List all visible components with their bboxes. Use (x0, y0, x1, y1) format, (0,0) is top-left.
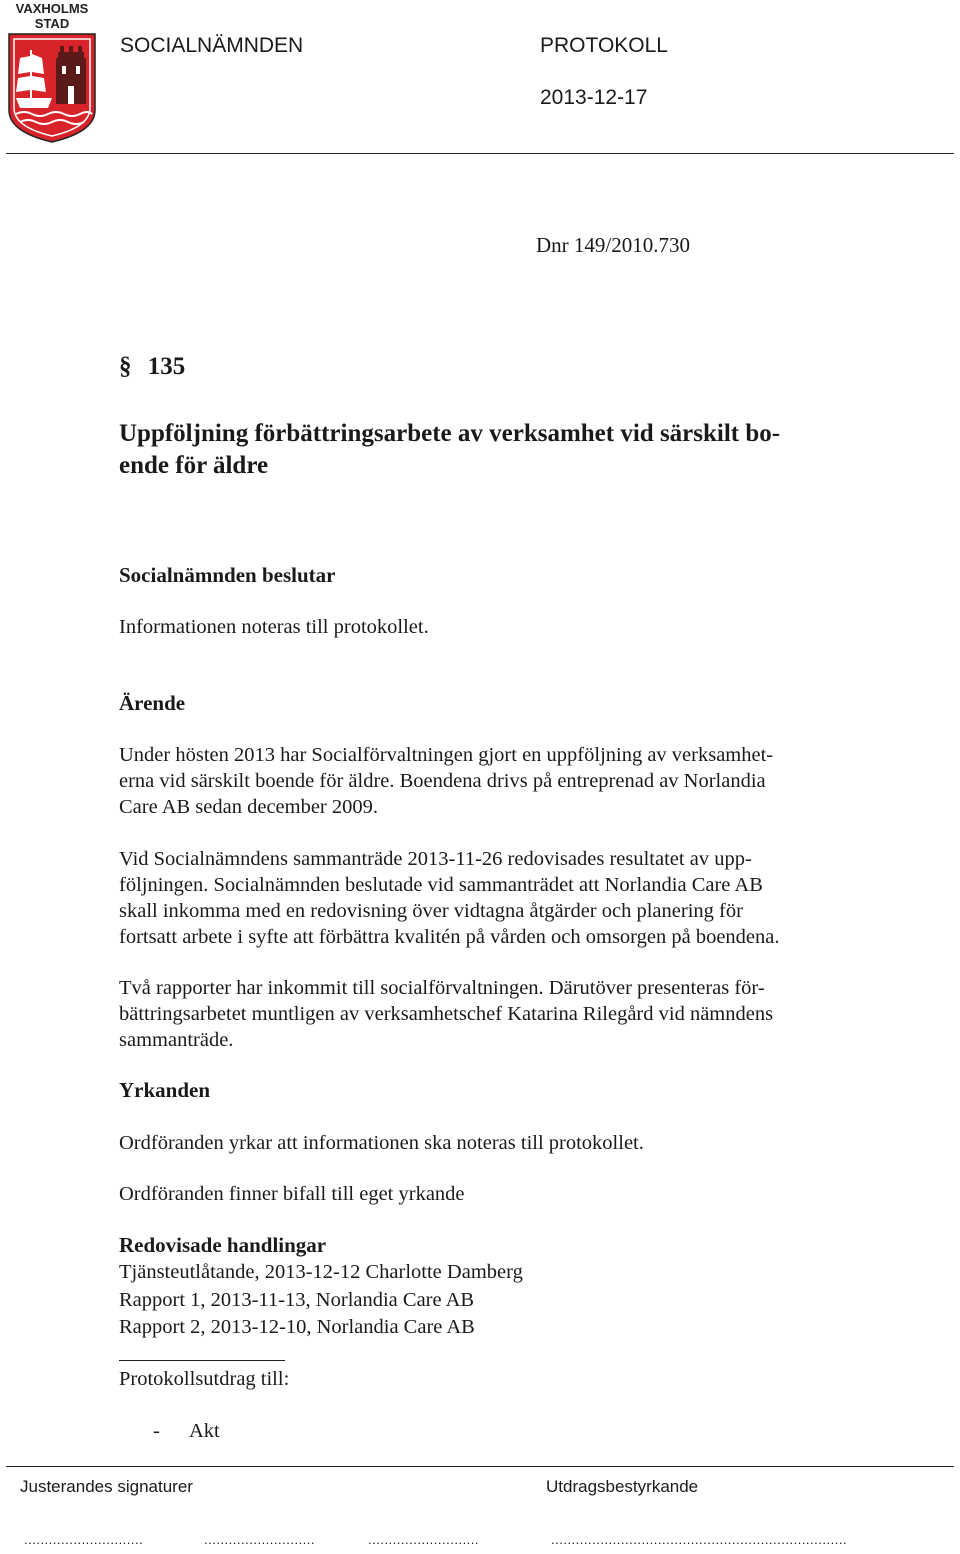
arende-heading: Ärende (119, 691, 186, 715)
text-line: Vid Socialnämndens sammanträde 2013-11-26 redovisades resultatet av upp- (119, 848, 752, 870)
logo-text-line-1: VAXHOLMS (15, 1, 89, 16)
utdrag-item (153, 1418, 220, 1444)
signature-line: ............................. (24, 1532, 144, 1547)
yrkanden-heading: Yrkanden (119, 1078, 211, 1102)
arende-paragraph-1 (119, 742, 909, 820)
handling-item: Rapport 1, 2013-11-13, Norlandia Care AB (119, 1288, 475, 1311)
item-title (119, 418, 909, 482)
utdrag-label: Protokollsutdrag till: (119, 1368, 290, 1390)
logo-text-line-2: STAD (34, 16, 70, 31)
signature-line: ........................... (368, 1532, 480, 1547)
text-line: Care AB sedan december 2009. (119, 796, 379, 818)
decision-heading: Socialnämnden beslutar (119, 563, 336, 587)
document-date: 2013-12-17 (540, 86, 648, 109)
handling-item: Rapport 2, 2013-12-10, Norlandia Care AB (119, 1316, 475, 1338)
certification-line: ........................................................................ (551, 1532, 848, 1547)
yrkanden-text-1: Ordföranden yrkar att informationen ska noteras till protokollet. (119, 1132, 644, 1154)
committee-name: SOCIALNÄMNDEN (120, 34, 304, 57)
document-type: PROTOKOLL (540, 34, 668, 57)
decision-text: Informationen noteras till protokollet. (119, 616, 429, 638)
arende-paragraph-2 (119, 846, 909, 950)
signature-line: ........................... (204, 1532, 316, 1547)
vaxholms-stad-logo (6, 0, 98, 146)
handlingar-heading: Redovisade handlingar (119, 1233, 327, 1257)
section-symbol: § (119, 353, 132, 380)
text-line: Under hösten 2013 har Socialförvaltningen gjort en uppföljning av verksamhet- (119, 744, 774, 766)
footer-divider (6, 1466, 954, 1467)
title-line: Uppföljning förbättringsarbete av verksamhet vid särskilt bo- (119, 420, 781, 447)
text-line: skall inkomma med en redovisning över vidtagna åtgärder och planering för (119, 900, 743, 922)
text-line: erna vid särskilt boende för äldre. Boendena drivs på entreprenad av Norlandia (119, 770, 766, 792)
footer-certification-label: Utdragsbestyrkande (546, 1477, 699, 1496)
text-line: fortsatt arbete i syfte att förbättra kvalitén på vården och omsorgen på boendena. (119, 926, 780, 948)
short-divider (119, 1360, 285, 1361)
paragraph-number (119, 353, 185, 381)
title-line: ende för äldre (119, 452, 269, 479)
header-divider (6, 153, 954, 154)
diary-number: Dnr 149/2010.730 (536, 233, 690, 257)
text-line: bättringsarbetet muntligen av verksamhetschef Katarina Rilegård vid nämndens (119, 1003, 774, 1025)
handling-item: Tjänsteutlåtande, 2013-12-12 Charlotte Damberg (119, 1261, 523, 1283)
text-line: sammanträde. (119, 1029, 234, 1051)
text-line: följningen. Socialnämnden beslutade vid sammanträdet att Norlandia Care AB (119, 874, 763, 896)
footer-signatures-label: Justerandes signaturer (20, 1477, 193, 1496)
arende-paragraph-3 (119, 975, 909, 1053)
list-dash: - (153, 1420, 160, 1442)
text-line: Två rapporter har inkommit till socialförvaltningen. Därutöver presenteras för- (119, 977, 765, 999)
handlingar-list (119, 1259, 909, 1342)
utdrag-item-text: Akt (188, 1420, 220, 1442)
yrkanden-text-2: Ordföranden finner bifall till eget yrkande (119, 1183, 465, 1205)
section-number: 135 (147, 353, 186, 380)
